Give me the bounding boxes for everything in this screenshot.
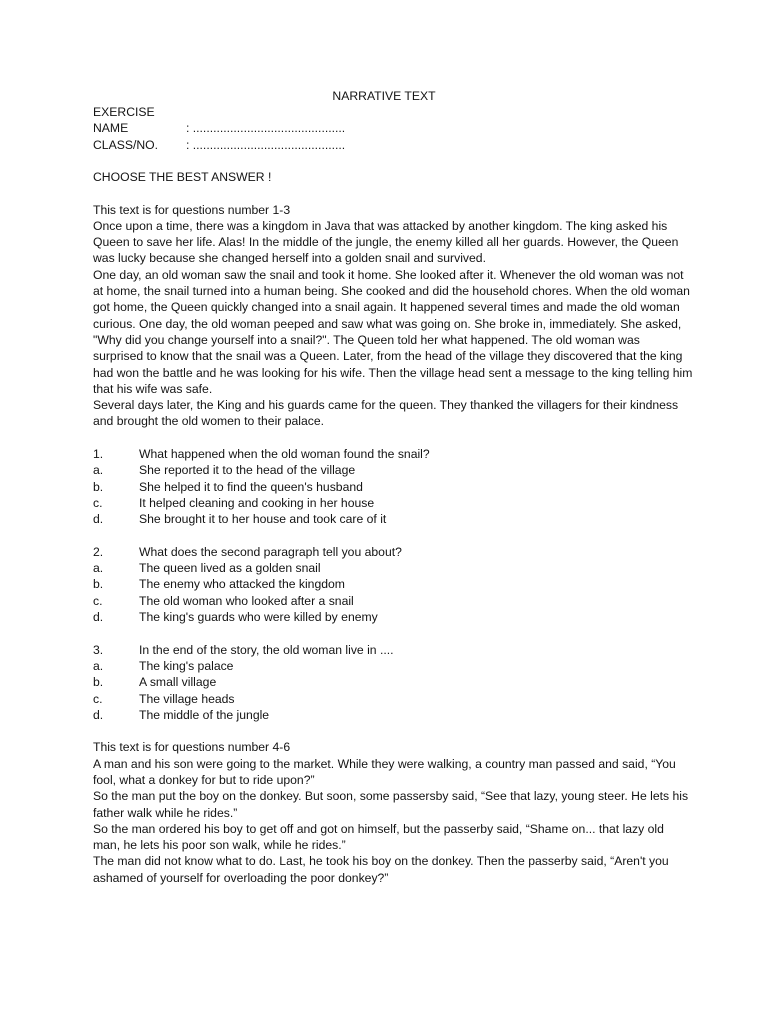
answer-option [93,707,693,723]
story1-paragraph: Once upon a time, there was a kingdom in Java that was attacked by another kingdom. The king asked his Queen to save her life. Alas! In the middle of the jungle, the enemy killed all her guards. However, the Queen was lucky because she changed herself into a golden snail and survived. [93,218,679,266]
option-text: The queen lived as a golden snail [139,561,321,576]
option-letter: a. [93,561,104,576]
question-text: What does the second paragraph tell you about? [139,544,402,559]
option-letter: c. [93,593,103,608]
option-letter: d. [93,512,104,527]
section2-intro: This text is for questions number 4-6 [93,740,291,755]
question-number: 2. [93,544,104,559]
name-label: NAME [93,121,129,136]
question-2 [93,544,693,560]
name-blank: : ............................................. [186,121,346,136]
option-letter: a. [93,463,104,478]
question-number: 1. [93,447,104,462]
option-letter: b. [93,675,104,690]
answer-option [93,674,693,690]
answer-option [93,479,693,495]
answer-option [93,560,693,576]
answer-option [93,593,693,609]
class-row [93,137,345,153]
exercise-header [93,104,345,153]
answer-option [93,495,693,511]
name-row [93,120,345,136]
option-letter: a. [93,658,104,673]
answer-option [93,609,693,625]
option-text: She helped it to find the queen's husband [139,479,363,494]
option-letter: d. [93,610,104,625]
story1-paragraph: One day, an old woman saw the snail and took it home. She looked after it. Whenever the old woman was not at home, the snail turned into a human being. She cooked and did the household chores. When the old woman got home, the Queen quickly changed into a snail again. It happened several times and made the old woman curious. One day, the old woman peeped and saw what was going on. She broke in, immediately. She asked, "Why did you change yourself into a snail?". The Queen told her what happened. The old woman was surprised to know that the snail was a Queen. Later, from the head of the village they discovered that the king had won the battle and he was looking for his wife. Then the village head sent a message to the king telling him that his wife was safe. [93,267,693,396]
option-text: A small village [139,675,217,690]
option-text: The enemy who attacked the kingdom [139,577,345,592]
answer-option [93,691,693,707]
exercise-content [93,169,693,886]
option-text: It helped cleaning and cooking in her house [139,495,375,510]
question-3 [93,642,693,658]
option-text: She reported it to the head of the village [139,463,356,478]
story2-paragraph: So the man put the boy on the donkey. But soon, some passersby said, “See that lazy, young steer. He lets his father walk while he rides.” [93,789,689,820]
exercise-label: EXERCISE [93,105,155,119]
instruction: CHOOSE THE BEST ANSWER ! [93,170,272,184]
option-text: The village heads [139,691,235,706]
class-blank: : ............................................. [186,137,346,152]
story2-paragraph: A man and his son were going to the market. While they were walking, a country man passed and said, “You fool, what a donkey for but to ride upon?” [93,756,676,787]
option-letter: b. [93,577,104,592]
option-letter: c. [93,691,103,706]
answer-option [93,462,693,478]
option-text: The king's palace [139,658,234,673]
page-title: NARRATIVE TEXT [332,89,436,103]
section1-intro: This text is for questions number 1-3 [93,202,291,217]
question-1 [93,446,693,462]
answer-option [93,658,693,674]
question-text: What happened when the old woman found the snail? [139,447,430,462]
class-label: CLASS/NO. [93,137,159,152]
answer-option [93,576,693,592]
option-text: The middle of the jungle [139,707,270,722]
question-number: 3. [93,642,104,657]
question-text: In the end of the story, the old woman live in .... [139,642,394,657]
option-letter: d. [93,707,104,722]
option-letter: c. [93,495,103,510]
option-text: She brought it to her house and took care of it [139,512,387,527]
story2-paragraph: The man did not know what to do. Last, he took his boy on the donkey. Then the passerby said, “Aren't you ashamed of yourself for overloading the poor donkey?” [93,854,669,885]
answer-option [93,511,693,527]
option-letter: b. [93,479,104,494]
option-text: The old woman who looked after a snail [139,593,354,608]
story1-paragraph: Several days later, the King and his guards came for the queen. They thanked the villagers for their kindness and brought the old women to their palace. [93,398,679,429]
story2-paragraph: So the man ordered his boy to get off and got on himself, but the passerby said, “Shame on... that lazy old man, he lets his poor son walk, while he rides.” [93,821,664,853]
option-text: The king's guards who were killed by enemy [139,610,378,625]
